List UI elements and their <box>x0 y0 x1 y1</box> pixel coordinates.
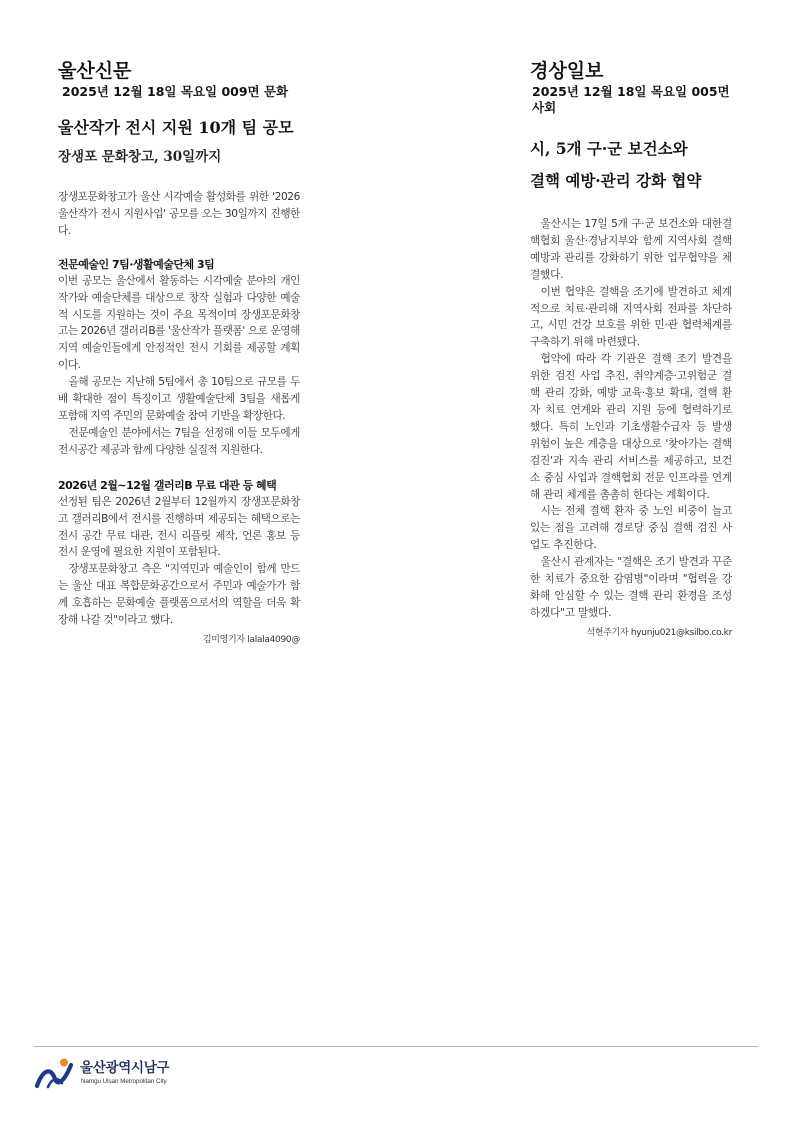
article-headline-line1: 시, 5개 구·군 보건소와 <box>530 139 688 158</box>
org-name-english: Namgu Ulsan Metropolitan City <box>81 1078 167 1085</box>
newspaper-name: 경상일보 <box>530 60 604 82</box>
article-headline-line2: 결핵 예방·관리 강화 협약 <box>530 171 702 190</box>
article-paragraph: 시는 전체 결핵 환자 중 노인 비중이 늘고 있는 점을 고려해 경로당 중심 결핵 검진 사업도 추진한다. <box>530 505 732 552</box>
newspaper-name: 울산신문 <box>58 60 132 82</box>
article-paragraph: 올해 공모는 지난해 5팀에서 총 10팀으로 규모를 두 배 확대한 점이 특징이고 생활예술단체 3팀을 새롭게 포함해 지역 주민의 문화예술 참여 기반을 확장한다. <box>58 376 300 422</box>
article-paragraph: 선정된 팀은 2026년 2월부터 12월까지 장생포문화창고 갤러리B에서 전시를 진행하며 제공되는 혜택으로는 전시 공간 무료 대관, 전시 리플릿 제작, 언론 홍보 등 전시 운영에 필요한 지원이 포함된다. <box>58 495 300 559</box>
article-paragraph: 이번 협약은 결핵을 조기에 발견하고 체계적으로 치료·관리해 지역사회 전파를 차단하고, 시민 건강 보호를 위한 민·관 협력체계를 구축하기 위해 마련됐다. <box>530 285 732 349</box>
article-paragraph: 협약에 따라 각 기관은 결핵 조기 발견을 위한 검진 사업 추진, 취약계층·고위험군 결핵 관리 강화, 예방 교육·홍보 확대, 결핵 환자 치료 연계와 관리 지원 등에 협력하기로 했다. 특히 노인과 기초생활수급자 등 발생 위험이 높은 계층을 대상으로 '찾아가는 결핵 검진'과 지속 관리 서비스를 제공하고, 보건소 중심 사업과 결핵협회 전문 인프라를 연계해 관리 체계를 촘촘히 한다는 계획이다. <box>530 353 732 501</box>
article-dateline: 2025년 12월 18일 목요일 009면 문화 <box>62 84 289 99</box>
article-headline: 울산작가 전시 지원 10개 팀 공모 <box>58 118 294 137</box>
article-subhead: 장생포 문화창고, 30일까지 <box>58 149 222 165</box>
article-paragraph: 전문예술인 분야에서는 7팀을 선정해 이들 모두에게 전시공간 제공과 함께 다양한 실질적 지원한다. <box>58 426 300 456</box>
article-dateline: 2025년 12월 18일 목요일 005면 사회 <box>532 84 730 115</box>
org-name-korean: 울산광역시남구 <box>80 1060 170 1076</box>
footer-divider <box>34 1046 758 1047</box>
section-title: 전문예술인 7팀·생활예술단체 3팀 <box>58 257 215 271</box>
left-article <box>58 60 300 647</box>
article-paragraph: 울산시 관계자는 "결핵은 조기 발견과 꾸준한 치료가 중요한 감염병"이라며 "협력을 강화해 안심할 수 있는 결핵 관리 환경을 조성하겠다"고 말했다. <box>530 556 732 619</box>
article-paragraph: 장생포문화창고 측은 "지역민과 예술인이 함께 만드는 울산 대표 복합문화공간으로서 주민과 예술가가 함께 호흡하는 문화예술 플랫폼으로서의 역할을 더욱 확장해 나갈 것"이라고 했다. <box>58 563 300 627</box>
namgu-logo-icon <box>34 1056 78 1090</box>
article-lead-paragraph: 울산시는 17일 5개 구·군 보건소와 대한결핵협회 울산·경남지부와 함께 지역사회 결핵 예방과 관리를 강화하기 위한 업무협약을 체결했다. <box>530 218 732 281</box>
right-article <box>530 60 732 640</box>
article-paragraph: 이번 공모는 울산에서 활동하는 시각예술 분야의 개인 작가와 예술단체를 대상으로 창작 실험과 다양한 예술적 시도를 지원하는 것이 주요 목적이며 장생포문화창고는 2026년 갤러리B를 '울산작가 플랫폼' 으로 운영해 지역 예술인들에게 안정적인 전시 기회를 제공할 계획이다. <box>58 274 300 372</box>
article-body <box>58 189 300 629</box>
article-lead-paragraph: 장생포문화창고가 울산 시각예술 활성화를 위한 '2026 울산작가 전시 지원사업' 공모를 오는 30일까지 진행한다. <box>58 191 300 237</box>
article-byline: 김미영기자 lalala4090@ <box>202 634 300 645</box>
article-byline: 석현주기자 hyunju021@ksilbo.co.kr <box>586 627 732 638</box>
article-body <box>530 216 732 622</box>
section-title: 2026년 2월~12월 갤러리B 무료 대관 등 혜택 <box>58 478 277 492</box>
footer-logo <box>34 1056 214 1096</box>
